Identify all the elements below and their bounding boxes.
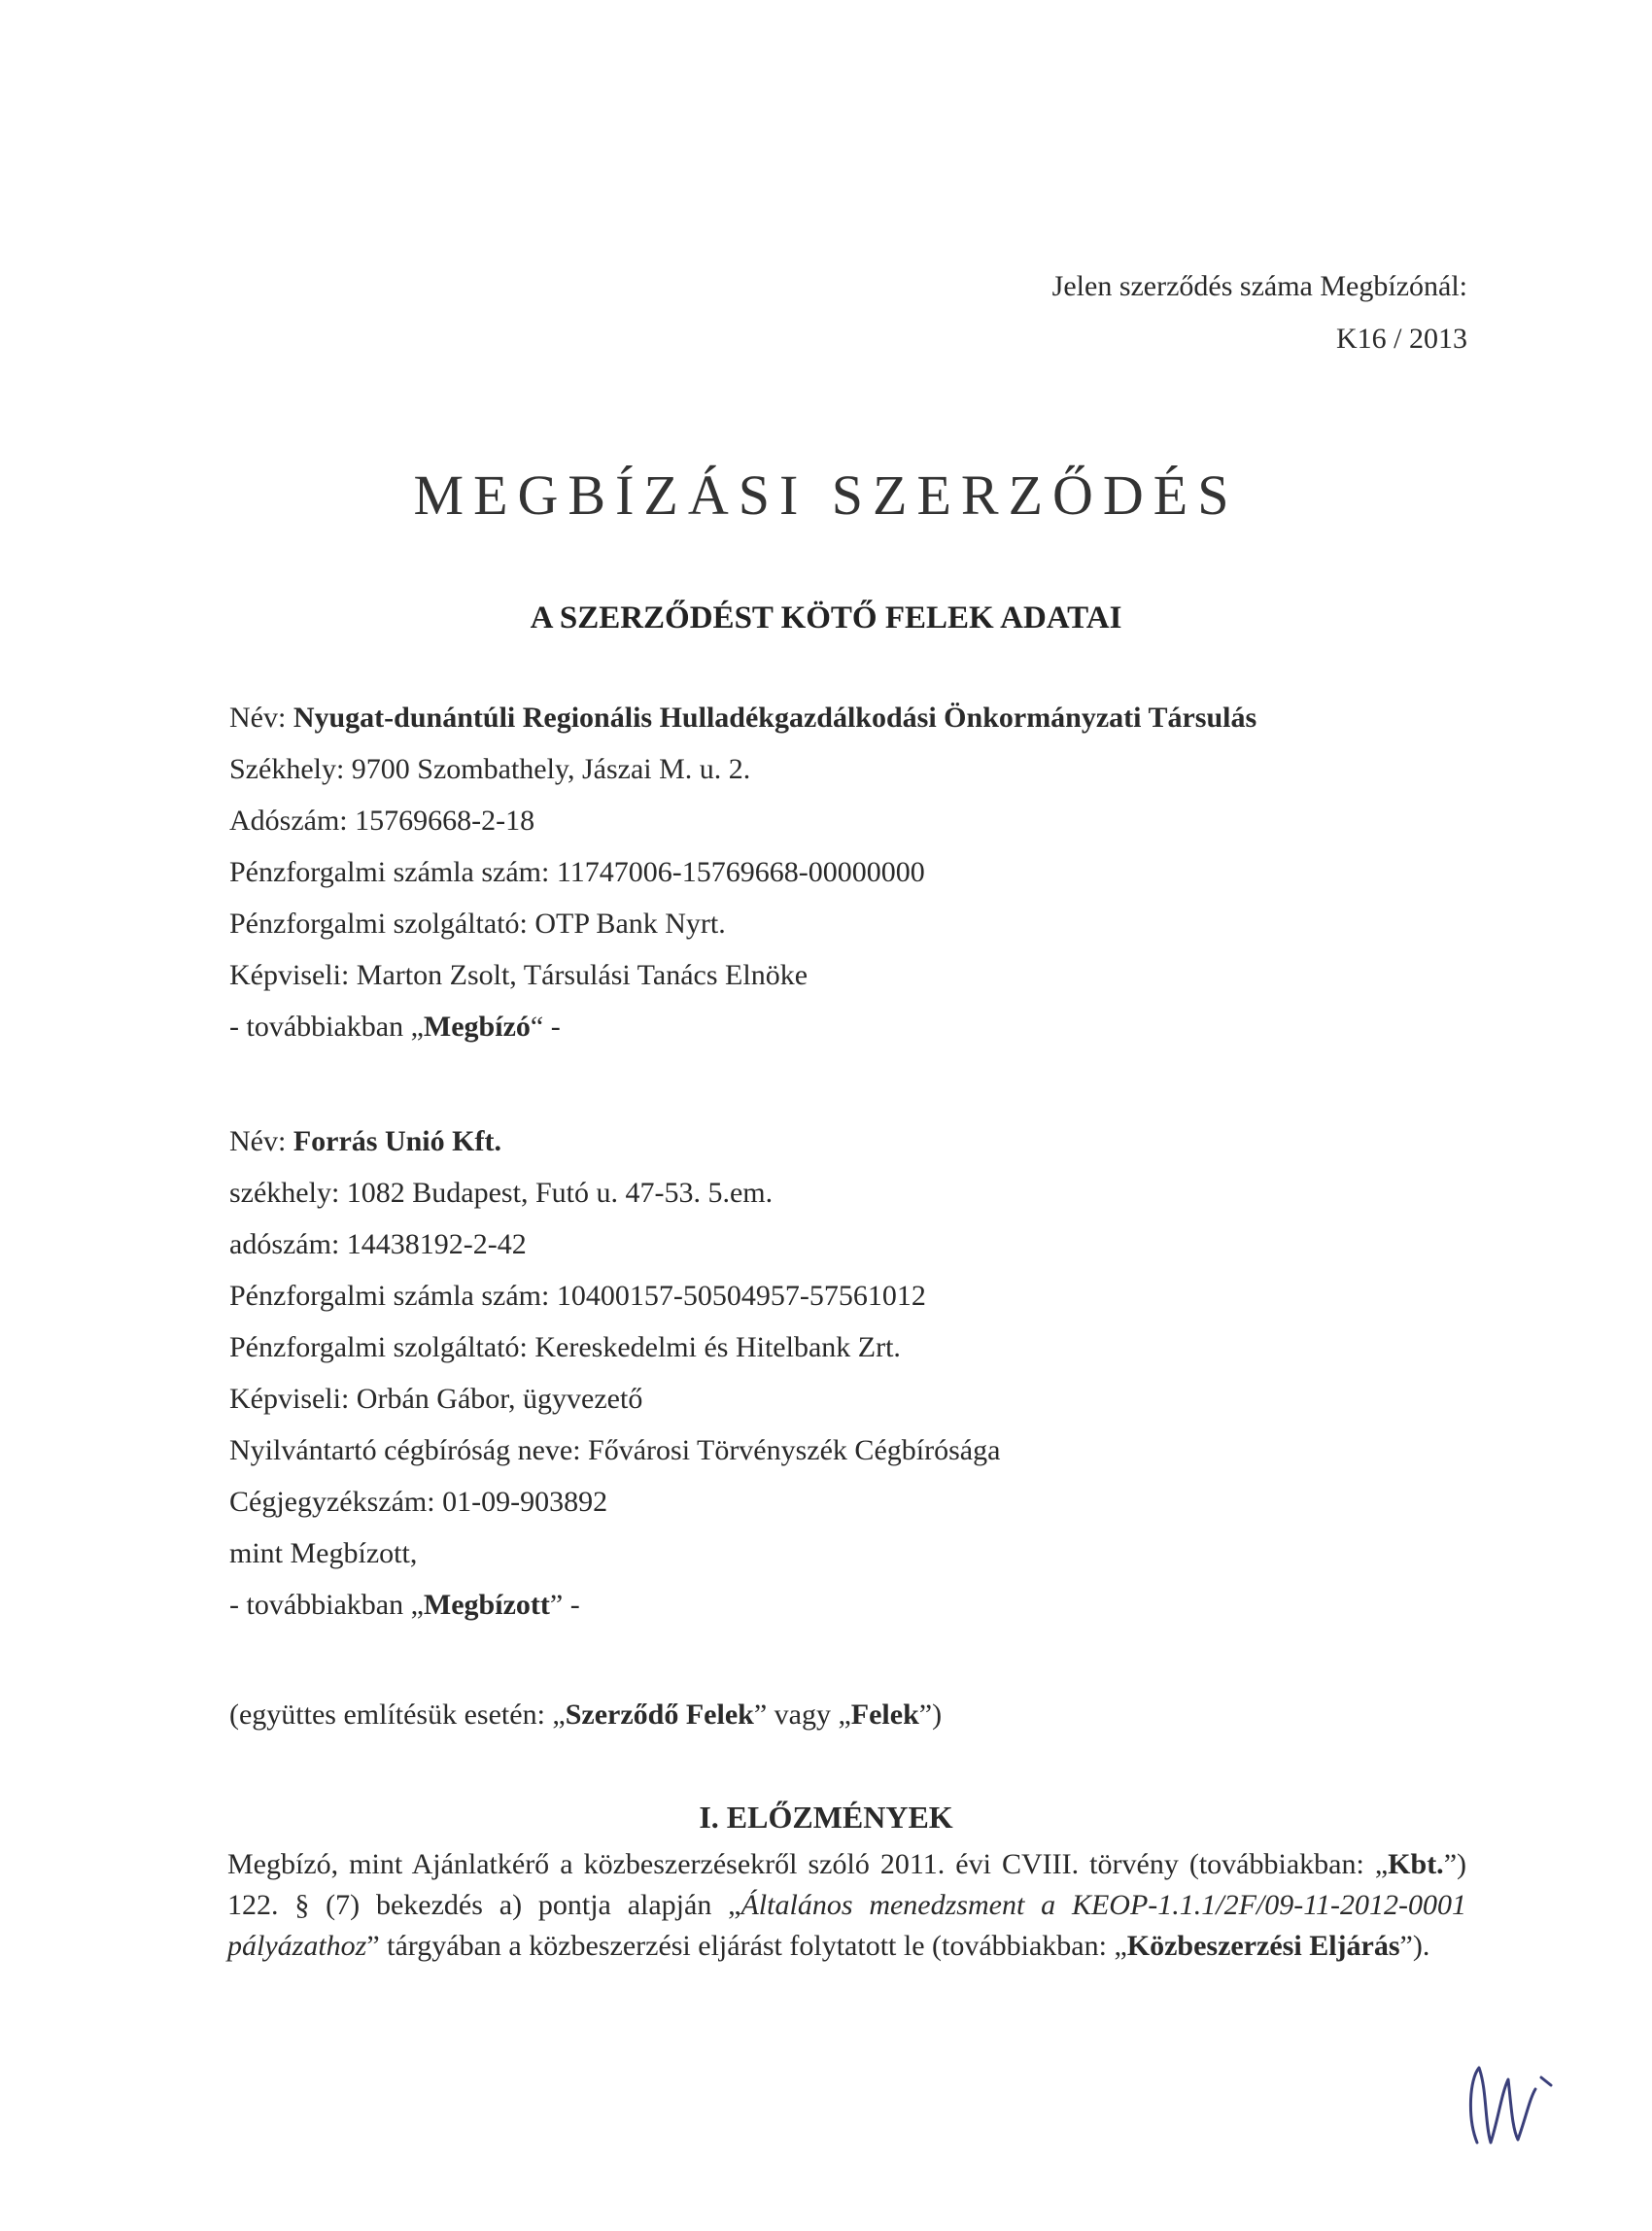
party-client-representative: Képviseli: Marton Zsolt, Társulási Tanács Elnöke [229,959,809,991]
joint-term-parties: Szerződő Felek [565,1699,754,1731]
alias-suffix: ” - [549,1589,580,1621]
joint-suffix: ”) [918,1699,943,1731]
background-paragraph [227,1844,1466,1967]
party-contractor-registration: Cégjegyzékszám: 01-09-903892 [229,1486,608,1518]
party-contractor-representative: Képviseli: Orbán Gábor, ügyvezető [229,1383,643,1415]
party-client [229,692,1256,1052]
party-client-name [229,692,1256,743]
name-label: Név: [229,1125,293,1157]
section-heading-parties: A SZERZŐDÉST KÖTŐ FELEK ADATAI [530,601,1122,635]
para-term-kbt: Kbt. [1388,1848,1444,1880]
party-contractor [229,1116,1000,1630]
alias-name: Megbízott [423,1589,550,1621]
para-project-title: Általános menedzsment a KEOP-1.1.1/2F/09-11-2012-0001 pályázathoz [227,1889,1467,1962]
name-label: Név: [229,702,293,734]
party-contractor-name [229,1116,1000,1167]
contract-number-label: Jelen szerződés száma Megbízónál: [1051,270,1467,302]
party-contractor-account: Pénzforgalmi számla szám: 10400157-50504957-57561012 [229,1280,926,1312]
para-text-4: ”). [1399,1930,1430,1962]
party-client-seat: Székhely: 9700 Szombathely, Jászai M. u. 2. [229,753,751,785]
alias-prefix: - továbbiakban „ [229,1589,424,1621]
name-value: Nyugat-dunántúli Regionális Hulladékgazdálkodási Önkormányzati Társulás [293,702,1257,734]
alias-prefix: - továbbiakban „ [229,1011,424,1043]
party-client-tax: Adószám: 15769668-2-18 [229,805,535,837]
joint-term-felek: Felek [850,1699,919,1731]
party-client-alias [229,1001,1256,1052]
party-contractor-tax: adószám: 14438192-2-42 [229,1228,527,1260]
section-heading-background: I. ELŐZMÉNYEK [699,1800,953,1835]
para-text-2: ”) 122. § (7) bekezdés a) pontja alapján „ [227,1848,1466,1921]
party-client-provider: Pénzforgalmi szolgáltató: OTP Bank Nyrt. [229,908,726,940]
alias-suffix: “ - [530,1011,561,1043]
para-term-procedure: Közbeszerzési Eljárás [1126,1930,1400,1962]
party-contractor-seat: székhely: 1082 Budapest, Futó u. 47-53. 5.em. [229,1177,774,1209]
document-title: MEGBÍZÁSI SZERZŐDÉS [413,463,1239,527]
contract-number: K16 / 2013 [1336,323,1467,355]
joint-designation [229,1699,942,1732]
party-client-account: Pénzforgalmi számla szám: 11747006-15769668-00000000 [229,856,925,888]
para-text-1: Megbízó, mint Ajánlatkérő a közbeszerzésekről szóló 2011. évi CVIII. törvény (továbbiakban: „ [227,1848,1389,1880]
name-value: Forrás Unió Kft. [293,1125,501,1157]
initials-signature [1458,2050,1565,2157]
para-text-3: ” tárgyában a közbeszerzési eljárást folytatott le (továbbiakban: „ [366,1930,1127,1962]
party-contractor-alias [229,1579,1000,1630]
party-contractor-court: Nyilvántartó cégbíróság neve: Fővárosi Törvényszék Cégbírósága [229,1434,1001,1466]
alias-name: Megbízó [423,1011,531,1043]
party-contractor-provider: Pénzforgalmi szolgáltató: Kereskedelmi és Hitelbank Zrt. [229,1331,901,1363]
party-contractor-role: mint Megbízott, [229,1537,418,1569]
joint-prefix: (együttes említésük esetén: „ [229,1699,566,1731]
joint-middle: ” vagy „ [753,1699,851,1731]
